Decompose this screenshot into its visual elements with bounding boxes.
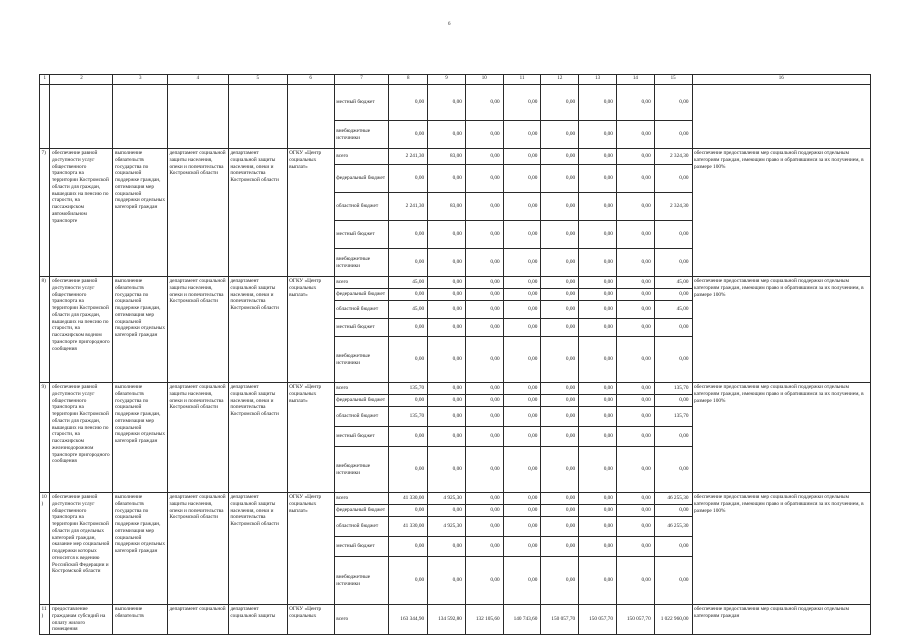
amount-cell: 0,00 (579, 337, 617, 383)
measure-name: обеспечение равной доступности услуг общественного транспорта на территории Костромской области для граждан, вышедших на пенсию по старости, на пассажирском железнодорожном транспорте пригородного сообщения (50, 383, 113, 493)
program-row (40, 493, 871, 505)
continuation-row (40, 85, 871, 121)
amount-cell: 0,00 (503, 407, 541, 427)
amount-cell: 0,00 (579, 319, 617, 337)
amount-cell: 0,00 (616, 165, 654, 193)
amount-cell: 0,00 (389, 319, 428, 337)
amount-cell: 134 592,80 (428, 605, 466, 635)
amount-cell: 0,00 (465, 277, 503, 289)
executor-text: департамент социальной защиты населения, опеки и попечительства Костромской области (228, 383, 287, 493)
page-number: 6 (448, 22, 451, 27)
recipient-text: ОГКУ «Центр социальных выплат» (287, 383, 334, 493)
funding-source: внебюджетные источники (334, 121, 389, 149)
amount-cell: 0,00 (654, 289, 692, 301)
amount-cell: 0,00 (465, 557, 503, 605)
task-text: выполнение обязательств (113, 605, 168, 635)
amount-cell: 0,00 (541, 537, 579, 557)
task-text: выполнение обязательств государства по социальной поддержке граждан, оптимизация мер социальной поддержки отдельных категорий граждан (113, 149, 168, 277)
amount-cell: 0,00 (579, 301, 617, 319)
amount-cell: 135,70 (654, 407, 692, 427)
amount-cell: 0,00 (541, 383, 579, 395)
amount-cell: 0,00 (389, 557, 428, 605)
funding-source: федеральный бюджет (334, 505, 389, 517)
amount-cell: 0,00 (503, 537, 541, 557)
program-row (40, 277, 871, 289)
amount-cell: 0,00 (389, 505, 428, 517)
amount-cell: 0,00 (503, 301, 541, 319)
funding-source: областной бюджет (334, 517, 389, 537)
column-number: 9 (428, 75, 466, 85)
expected-result: обеспечение предоставления мер социальной поддержки отдельным категориям граждан, имеющим право и обратившимся за их получением, в размере 100% (692, 383, 871, 493)
measure-name: обеспечение равной доступности услуг общественного транспорта на территории Костромской области для граждан, вышедших на пенсию по старости, на пассажирском водном транспорте пригородного сообщения (50, 277, 113, 383)
amount-cell: 0,00 (428, 165, 466, 193)
empty-cell (40, 85, 50, 149)
funding-source: внебюджетные источники (334, 337, 389, 383)
column-number: 2 (50, 75, 113, 85)
amount-cell: 0,00 (503, 337, 541, 383)
amount-cell: 0,00 (616, 427, 654, 447)
funding-source: областной бюджет (334, 407, 389, 427)
amount-cell: 46 255,30 (654, 517, 692, 537)
program-row (40, 149, 871, 165)
amount-cell: 0,00 (389, 249, 428, 277)
amount-cell: 0,00 (654, 395, 692, 407)
amount-cell: 0,00 (465, 517, 503, 537)
amount-cell: 150 057,70 (541, 605, 579, 635)
amount-cell: 0,00 (465, 85, 503, 121)
amount-cell: 0,00 (654, 537, 692, 557)
amount-cell: 0,00 (389, 289, 428, 301)
amount-cell: 0,00 (503, 193, 541, 221)
amount-cell: 0,00 (503, 493, 541, 505)
amount-cell: 0,00 (654, 447, 692, 493)
column-number: 15 (654, 75, 692, 85)
amount-cell: 0,00 (389, 121, 428, 149)
amount-cell: 0,00 (654, 319, 692, 337)
column-number-row (40, 75, 871, 85)
column-number: 8 (389, 75, 428, 85)
measure-name: обеспечение равной доступности услуг общественного транспорта на территории Костромской области для граждан, вышедших на пенсию по старости, на пассажирском автомобильном транспорте (50, 149, 113, 277)
coordinator-text: департамент социальной защиты населения, опеки и попечительства Костромской области (167, 149, 228, 277)
amount-cell: 0,00 (541, 395, 579, 407)
amount-cell: 2 324,30 (654, 149, 692, 165)
column-number: 5 (228, 75, 287, 85)
amount-cell: 0,00 (503, 249, 541, 277)
amount-cell: 0,00 (616, 301, 654, 319)
amount-cell: 0,00 (465, 249, 503, 277)
amount-cell: 0,00 (654, 165, 692, 193)
amount-cell: 0,00 (579, 289, 617, 301)
amount-cell: 0,00 (465, 193, 503, 221)
executor-text: департамент социальной защиты населения, опеки и попечительства Костромской области (228, 149, 287, 277)
amount-cell: 0,00 (579, 517, 617, 537)
amount-cell: 0,00 (541, 193, 579, 221)
amount-cell: 0,00 (541, 289, 579, 301)
amount-cell: 135,70 (654, 383, 692, 395)
funding-source: областной бюджет (334, 193, 389, 221)
column-number: 7 (334, 75, 389, 85)
amount-cell: 0,00 (616, 517, 654, 537)
amount-cell: 0,00 (579, 407, 617, 427)
amount-cell: 0,00 (579, 427, 617, 447)
amount-cell: 163 344,90 (389, 605, 428, 635)
amount-cell: 0,00 (503, 517, 541, 537)
amount-cell: 0,00 (541, 149, 579, 165)
amount-cell: 0,00 (428, 557, 466, 605)
column-number: 16 (692, 75, 871, 85)
amount-cell: 0,00 (465, 165, 503, 193)
funding-source: федеральный бюджет (334, 165, 389, 193)
amount-cell: 0,00 (428, 249, 466, 277)
row-number: 8) (40, 277, 50, 383)
funding-source: всего (334, 493, 389, 505)
amount-cell: 0,00 (465, 383, 503, 395)
amount-cell: 0,00 (465, 337, 503, 383)
amount-cell: 0,00 (428, 221, 466, 249)
amount-cell: 0,00 (541, 447, 579, 493)
amount-cell: 0,00 (428, 383, 466, 395)
amount-cell: 0,00 (616, 149, 654, 165)
amount-cell: 0,00 (465, 505, 503, 517)
amount-cell: 0,00 (654, 427, 692, 447)
amount-cell: 0,00 (616, 505, 654, 517)
column-number: 3 (113, 75, 168, 85)
funding-source: всего (334, 277, 389, 289)
amount-cell: 0,00 (503, 557, 541, 605)
amount-cell: 0,00 (616, 193, 654, 221)
amount-cell: 0,00 (579, 221, 617, 249)
row-number: 11) (40, 605, 50, 635)
program-row (40, 605, 871, 635)
column-number: 10 (465, 75, 503, 85)
amount-cell: 0,00 (503, 427, 541, 447)
funding-source: местный бюджет (334, 85, 389, 121)
program-row (40, 383, 871, 395)
amount-cell: 45,00 (654, 301, 692, 319)
amount-cell: 0,00 (541, 301, 579, 319)
amount-cell: 0,00 (503, 505, 541, 517)
expected-result: обеспечение предоставления мер социальной поддержки отдельным категориям граждан, имеющим право и обратившимся за их получением, в размере 100% (692, 277, 871, 383)
amount-cell: 0,00 (428, 537, 466, 557)
funding-source: местный бюджет (334, 427, 389, 447)
funding-source: внебюджетные источники (334, 447, 389, 493)
funding-source: всего (334, 605, 389, 635)
amount-cell: 0,00 (541, 517, 579, 537)
amount-cell: 0,00 (654, 337, 692, 383)
funding-source: внебюджетные источники (334, 557, 389, 605)
amount-cell: 45,00 (654, 277, 692, 289)
amount-cell: 0,00 (616, 395, 654, 407)
executor-text: департамент социальной защиты населения, опеки и попечительства Костромской области (228, 277, 287, 383)
amount-cell: 0,00 (541, 165, 579, 193)
funding-source: местный бюджет (334, 319, 389, 337)
amount-cell: 0,00 (541, 319, 579, 337)
amount-cell: 46 255,30 (654, 493, 692, 505)
amount-cell: 0,00 (541, 505, 579, 517)
amount-cell: 2 241,30 (389, 193, 428, 221)
column-number: 11 (503, 75, 541, 85)
amount-cell: 2 241,30 (389, 149, 428, 165)
amount-cell: 0,00 (465, 121, 503, 149)
amount-cell: 0,00 (465, 407, 503, 427)
amount-cell: 0,00 (579, 249, 617, 277)
amount-cell: 0,00 (465, 301, 503, 319)
amount-cell: 0,00 (389, 221, 428, 249)
amount-cell: 0,00 (579, 493, 617, 505)
amount-cell: 0,00 (541, 427, 579, 447)
amount-cell: 0,00 (541, 557, 579, 605)
funding-source: внебюджетные источники (334, 249, 389, 277)
executor-text: департамент социальной защиты населения, опеки и попечительства Костромской области (228, 493, 287, 605)
amount-cell: 132 105,60 (465, 605, 503, 635)
amount-cell: 0,00 (579, 557, 617, 605)
amount-cell: 4 925,30 (428, 493, 466, 505)
amount-cell: 0,00 (616, 407, 654, 427)
expected-result: обеспечение предоставления мер социальной поддержки отдельным категориям граждан, имеющим право и обратившимся за их получением, в размере 100% (692, 493, 871, 605)
amount-cell: 0,00 (503, 277, 541, 289)
task-text: выполнение обязательств государства по социальной поддержке граждан, оптимизация мер социальной поддержки отдельных категорий граждан (113, 493, 168, 605)
amount-cell: 0,00 (428, 407, 466, 427)
amount-cell: 0,00 (541, 121, 579, 149)
amount-cell: 0,00 (428, 319, 466, 337)
program-table (39, 74, 871, 635)
amount-cell: 0,00 (465, 149, 503, 165)
amount-cell: 0,00 (579, 165, 617, 193)
document-sheet (39, 74, 871, 633)
amount-cell: 0,00 (503, 221, 541, 249)
amount-cell: 0,00 (616, 277, 654, 289)
amount-cell: 0,00 (541, 337, 579, 383)
amount-cell: 0,00 (579, 149, 617, 165)
recipient-text: ОГКУ «Центр социальных (287, 605, 334, 635)
amount-cell: 0,00 (389, 427, 428, 447)
measure-name: обеспечение равной доступности услуг общественного транспорта на территории Костромской области для отдельных категорий граждан, оказание мер социальной поддержки которых относится к ведению Российской Федерации и Костромской области (50, 493, 113, 605)
empty-cell (287, 85, 334, 149)
amount-cell: 0,00 (465, 319, 503, 337)
amount-cell: 0,00 (541, 493, 579, 505)
amount-cell: 0,00 (428, 277, 466, 289)
amount-cell: 0,00 (579, 85, 617, 121)
expected-result: обеспечение предоставления мер социальной поддержки отдельным категориям граждан (692, 605, 871, 635)
amount-cell: 0,00 (503, 149, 541, 165)
amount-cell: 0,00 (428, 427, 466, 447)
funding-source: федеральный бюджет (334, 395, 389, 407)
funding-source: федеральный бюджет (334, 289, 389, 301)
amount-cell: 1 022 960,00 (654, 605, 692, 635)
amount-cell: 45,00 (389, 277, 428, 289)
amount-cell: 0,00 (541, 85, 579, 121)
amount-cell: 0,00 (389, 447, 428, 493)
recipient-text: ОГКУ «Центр социальных выплат» (287, 493, 334, 605)
amount-cell: 0,00 (616, 447, 654, 493)
amount-cell: 135,70 (389, 407, 428, 427)
amount-cell: 0,00 (465, 221, 503, 249)
row-number: 9) (40, 383, 50, 493)
amount-cell: 83,00 (428, 193, 466, 221)
amount-cell: 0,00 (616, 493, 654, 505)
empty-cell (50, 85, 113, 149)
amount-cell: 0,00 (465, 289, 503, 301)
executor-text: департамент социальной защиты (228, 605, 287, 635)
amount-cell: 0,00 (654, 249, 692, 277)
amount-cell: 0,00 (616, 319, 654, 337)
amount-cell: 0,00 (616, 537, 654, 557)
measure-name: предоставление гражданам субсидий на оплату жилого помещения (50, 605, 113, 635)
amount-cell: 0,00 (654, 557, 692, 605)
amount-cell: 83,00 (428, 149, 466, 165)
amount-cell: 0,00 (428, 121, 466, 149)
column-number: 4 (167, 75, 228, 85)
amount-cell: 0,00 (579, 383, 617, 395)
amount-cell: 0,00 (428, 289, 466, 301)
amount-cell: 0,00 (428, 505, 466, 517)
funding-source: всего (334, 149, 389, 165)
amount-cell: 0,00 (428, 301, 466, 319)
amount-cell: 0,00 (541, 221, 579, 249)
expected-result: обеспечение предоставления мер социальной поддержки отдельным категориям граждан, имеющим право и обратившимся за их получением, в размере 100% (692, 149, 871, 277)
amount-cell: 0,00 (579, 447, 617, 493)
amount-cell: 0,00 (579, 121, 617, 149)
coordinator-text: департамент социальной защиты населения, опеки и попечительства Костромской области (167, 277, 228, 383)
amount-cell: 45,00 (389, 301, 428, 319)
row-number: 10) (40, 493, 50, 605)
amount-cell: 0,00 (579, 193, 617, 221)
amount-cell: 41 330,00 (389, 517, 428, 537)
amount-cell: 0,00 (428, 337, 466, 383)
funding-source: областной бюджет (334, 301, 389, 319)
amount-cell: 0,00 (503, 395, 541, 407)
amount-cell: 140 743,60 (503, 605, 541, 635)
amount-cell: 0,00 (616, 557, 654, 605)
funding-source: местный бюджет (334, 537, 389, 557)
amount-cell: 0,00 (503, 85, 541, 121)
amount-cell: 0,00 (616, 85, 654, 121)
coordinator-text: департамент социальной защиты населения, опеки и попечительства Костромской области (167, 383, 228, 493)
amount-cell: 0,00 (616, 249, 654, 277)
amount-cell: 0,00 (654, 85, 692, 121)
column-number: 13 (579, 75, 617, 85)
amount-cell: 0,00 (389, 395, 428, 407)
amount-cell: 0,00 (428, 447, 466, 493)
recipient-text: ОГКУ «Центр социальных выплат» (287, 277, 334, 383)
amount-cell: 135,70 (389, 383, 428, 395)
amount-cell: 0,00 (654, 221, 692, 249)
amount-cell: 0,00 (389, 337, 428, 383)
amount-cell: 0,00 (503, 121, 541, 149)
amount-cell: 0,00 (428, 395, 466, 407)
empty-cell (113, 85, 168, 149)
amount-cell: 0,00 (503, 383, 541, 395)
column-number: 12 (541, 75, 579, 85)
amount-cell: 2 324,30 (654, 193, 692, 221)
row-number: 7) (40, 149, 50, 277)
amount-cell: 0,00 (541, 407, 579, 427)
empty-cell (228, 85, 287, 149)
amount-cell: 150 057,70 (616, 605, 654, 635)
amount-cell: 0,00 (579, 395, 617, 407)
amount-cell: 150 057,70 (579, 605, 617, 635)
coordinator-text: департамент социальной (167, 605, 228, 635)
amount-cell: 0,00 (503, 319, 541, 337)
funding-source: местный бюджет (334, 221, 389, 249)
funding-source: всего (334, 383, 389, 395)
amount-cell: 0,00 (579, 505, 617, 517)
amount-cell: 4 925,30 (428, 517, 466, 537)
amount-cell: 0,00 (503, 447, 541, 493)
column-number: 6 (287, 75, 334, 85)
amount-cell: 0,00 (428, 85, 466, 121)
amount-cell: 0,00 (654, 505, 692, 517)
amount-cell: 0,00 (503, 165, 541, 193)
amount-cell: 0,00 (579, 277, 617, 289)
amount-cell: 0,00 (579, 537, 617, 557)
amount-cell: 0,00 (616, 337, 654, 383)
empty-cell (692, 85, 871, 149)
amount-cell: 0,00 (389, 85, 428, 121)
column-number: 1 (40, 75, 50, 85)
recipient-text: ОГКУ «Центр социальных выплат» (287, 149, 334, 277)
amount-cell: 0,00 (616, 121, 654, 149)
empty-cell (167, 85, 228, 149)
amount-cell: 0,00 (654, 121, 692, 149)
amount-cell: 0,00 (465, 493, 503, 505)
task-text: выполнение обязательств государства по социальной поддержке граждан, оптимизация мер социальной поддержки отдельных категорий граждан (113, 277, 168, 383)
amount-cell: 0,00 (389, 165, 428, 193)
amount-cell: 0,00 (465, 537, 503, 557)
amount-cell: 0,00 (465, 427, 503, 447)
amount-cell: 0,00 (616, 383, 654, 395)
amount-cell: 0,00 (389, 537, 428, 557)
amount-cell: 0,00 (616, 289, 654, 301)
column-number: 14 (616, 75, 654, 85)
task-text: выполнение обязательств государства по социальной поддержке граждан, оптимизация мер социальной поддержки отдельных категорий граждан (113, 383, 168, 493)
amount-cell: 0,00 (541, 277, 579, 289)
coordinator-text: департамент социальной защиты населения, опеки и попечительства Костромской области (167, 493, 228, 605)
amount-cell: 0,00 (465, 395, 503, 407)
amount-cell: 0,00 (541, 249, 579, 277)
amount-cell: 0,00 (503, 289, 541, 301)
amount-cell: 41 330,00 (389, 493, 428, 505)
amount-cell: 0,00 (465, 447, 503, 493)
amount-cell: 0,00 (616, 221, 654, 249)
